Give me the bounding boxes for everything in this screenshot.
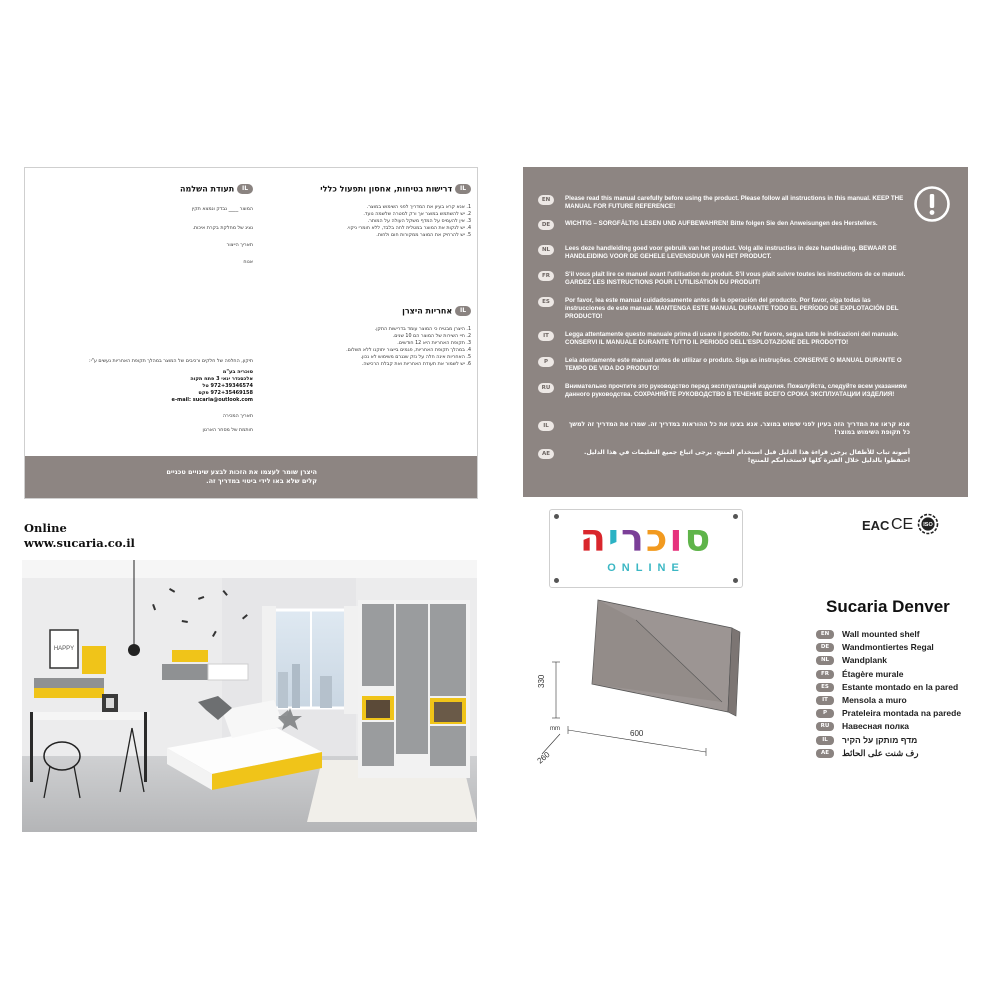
certificate-section [39, 184, 253, 266]
language-badge: RU [538, 383, 554, 393]
cert-line: אנוח [243, 260, 253, 265]
language-badge: ES [538, 297, 554, 307]
language-badge: NL [816, 656, 834, 665]
brand-logo [549, 509, 743, 588]
warning-text: Legga attentamente questo manuale prima di usare il prodotto. Per favore, segua tutte le indicazioni del manuale. CONSERVI IL MANUALE DURANTE TUTTO IL PERIODO DELL'ESPLOTAZIONE DEL PRODOTTO! [565, 331, 899, 347]
iso-mark-icon [917, 513, 939, 535]
logo-letter: ס [684, 516, 713, 560]
svg-text:HAPPY: HAPPY [53, 646, 75, 652]
language-badge: IL [455, 306, 471, 316]
list-item: 1. אנא קרא בעיון את המדריך לפני השימוש במוצר. [366, 205, 471, 210]
warranty-heading [261, 306, 471, 316]
website-label: Online [24, 521, 67, 535]
language-badge: EN [816, 630, 834, 639]
warning-text: WICHTIG – SORGFÄLTIG LESEN UND AUFBEWAHREN! Bitte folgen Sie den Anweisungen des Herstellers. [565, 220, 878, 227]
list-item: 3. תקופת האחריות היא 12 חודשים. [397, 341, 471, 346]
exclamation-circle-icon [913, 185, 951, 223]
warranty-list [261, 326, 471, 368]
dimension-width-label: 600 [630, 729, 644, 738]
safety-title: דרישות בטיחות, אחסון ותפעול כללי [320, 184, 453, 194]
language-badge: AE [538, 449, 554, 459]
safety-list [261, 204, 471, 239]
product-name-text: Wall mounted shelf [842, 629, 920, 639]
screw-icon [733, 578, 738, 583]
list-item: 3. אין להעמיס על המדף משקל העולה על המותר. [367, 219, 471, 224]
product-name-text: Wandplank [842, 655, 888, 666]
language-badge: FR [538, 271, 554, 281]
company-phone: 972+39346574 טל [202, 383, 253, 389]
list-item: 1. היצרן מבטיח כי המוצר עומד בדרישות התקן. [374, 327, 471, 332]
sale-date-label: תאריך המכירה [222, 414, 253, 419]
screw-icon [733, 514, 738, 519]
svg-text:ISO: ISO [923, 522, 933, 528]
company-address: אלכסנדר ינאי 3 פתח תקוה [190, 376, 253, 382]
language-badge: IL [816, 736, 834, 745]
list-item: 6. יש לשמור את תעודת האחריות ואת קבלת הרכישה. [361, 362, 471, 367]
language-badge: IL [538, 421, 554, 431]
service-note: תיקון, החלפה של חלקים ורכיבים של המוצר במהלך תקופת האחריות נעשים ע"י: [88, 359, 253, 364]
seller-stamp-label: חותמת של מסחר הארגון [202, 428, 253, 433]
footer-banner [25, 456, 477, 498]
list-item: 2. חיי השירות של המוצר הם 10 שנים. [392, 334, 471, 339]
shelf-diagram [530, 592, 760, 770]
cert-line: נציג של מחלקת בקרת איכות. [192, 226, 253, 231]
language-badge: NL [538, 245, 554, 255]
dimension-unit-label: mm [550, 726, 560, 732]
warning-text: אנא קראו את המדריך הזה בעיון לפני שימוש במוצר. אנא בצעו את כל ההוראות במדריך זה. שמרו את המדריך זה למשך כל תקופת השימוש במוצר! [568, 421, 910, 437]
warranty-section [261, 306, 471, 368]
company-email: e-mail: sucaria@outlook.com [171, 397, 253, 403]
language-badge: IT [816, 696, 834, 705]
eac-mark-icon: EAC [862, 518, 890, 533]
certificate-title: תעודת השלמה [180, 184, 235, 194]
room-photo [22, 560, 477, 832]
product-title: Sucaria Denver [826, 597, 950, 616]
ce-mark-icon: CE [891, 516, 914, 533]
list-item: 5. יש להרחיק את המוצר ממקורות חום ולחות. [376, 233, 471, 238]
safety-section [261, 184, 471, 239]
product-name-text: מדף מותקן על הקיר [842, 734, 918, 745]
logo-letter: ר [621, 516, 646, 560]
warning-text: Por favor, lea este manual cuidadosamente antes de la operación del producto. Por favor, siga todas las instrucciones de este manual. MANTENGA ESTE MANUAL DURANTE TODO EL PERÍODO DE EXPLOTACIÓN DEL PRODUCTO! [565, 297, 899, 321]
language-badge: ES [816, 683, 834, 692]
logo-wordmark [564, 516, 728, 560]
cert-line: תאריך הייצור [226, 243, 253, 248]
warning-text: Please read this manual carefully before using the product. Please follow all instructions in this manual. KEEP THE MANUAL FOR FUTURE REFERENCE! [565, 195, 904, 211]
warning-text: S'il vous plaît lire ce manuel avant l'utilisation du produit. S'il vous plaît suivre toutes les instructions de ce manuel. GARDEZ LES INSTRUCTIONS POUR L'UTILISATION DU PRODUIT! [565, 271, 906, 287]
footer-text [166, 468, 317, 486]
list-item: 4. במהלך תקופת האחריות, פגמים בייצור יתוקנו ללא תשלום. [346, 348, 471, 353]
dimension-depth-label: 260 [535, 750, 552, 766]
language-badge: IL [237, 184, 253, 194]
website-url[interactable]: www.sucaria.co.il [24, 536, 135, 550]
dimension-height-label: 330 [537, 674, 546, 688]
language-badge: EN [538, 195, 554, 205]
warning-text: Внимательно прочтите это руководство перед эксплуатацией изделия. Пожалуйста, следуйте всем указаниям данного руководства. СОХРАНЯЙТЕ РУКОВОДСТВО В ТЕЧЕНИЕ ВСЕГО СРОКА ЭКСПЛУАТАЦИИ ИЗДЕЛИЯ! [565, 383, 907, 399]
warranty-title: אחריות היצרן [402, 306, 453, 316]
company-name: סוכריה בע"מ [222, 369, 253, 375]
warning-panel [523, 167, 968, 497]
product-name-text: Prateleira montada na parede [842, 708, 962, 719]
logo-letter: י [607, 516, 621, 560]
language-badge: DE [538, 220, 554, 230]
footer-line: היצרן שומר לעצמו את הזכות לבצע שינויים טכניים [166, 468, 317, 476]
hebrew-info-page [24, 167, 478, 499]
list-item: 5. האחריות אינה חלה על נזק שנגרם משימוש לא נכון. [360, 355, 471, 360]
logo-subtitle: ONLINE [607, 562, 685, 574]
product-name-text: Étagère murale [842, 668, 904, 679]
language-badge: RU [816, 722, 834, 731]
product-name-text: رف شنت على الحائط [842, 747, 919, 758]
list-item: 2. יש להשתמש במוצר אך ורק למטרה שלשמה נועד. [363, 212, 471, 217]
footer-line: קלים שלא באו לידי ביטוי במדריך זה. [206, 477, 317, 485]
language-badge: IT [538, 331, 554, 341]
company-fax: 972+35469158 פקס [198, 390, 253, 396]
language-badge: IL [455, 184, 471, 194]
product-name-text: Навесная полка [842, 721, 909, 732]
screw-icon [554, 578, 559, 583]
logo-letter: כ [645, 516, 670, 560]
product-name-text: Estante montado en la pared [842, 681, 959, 692]
warning-text: أصونة تباب للأطفال يرجى قراءة هذا الدليل قبل استخدام المنتج. يرجى اتباع جميع التعليمات في هذا الدليل. احتفظوا بالدليل خلال الفترة كلها لاستخدامكم للمنتج! [584, 449, 910, 465]
language-badge: P [538, 357, 554, 367]
screw-icon [554, 514, 559, 519]
product-name-text: Mensola a muro [842, 695, 907, 705]
language-badge: DE [816, 643, 834, 652]
warning-text: Leia atentamente este manual antes de utilizar o produto. Siga as instruções. CONSERVE O MANUAL DURANTE O TEMPO DE VIDA DO PRODUTO! [565, 357, 902, 373]
service-section [39, 358, 253, 434]
language-badge: FR [816, 670, 834, 679]
safety-heading [261, 184, 471, 194]
warning-text: Lees deze handleiding goed voor gebruik van het product. Volg alle instructies in deze handleiding. BEWAAR DE HANDLEIDING VOOR DE GEHELE LEVENSDUUR VAN HET PRODUCT. [565, 245, 897, 261]
logo-letter: ה [579, 516, 608, 560]
list-item: 4. יש לנקות את המוצר במטלית לחה בלבד, ללא חומרי ניקוי. [346, 226, 471, 231]
language-badge: AE [816, 749, 834, 758]
cert-line: המוצר ____ נבדק ונמצא תקין [191, 207, 253, 212]
product-name-text: Wandmontiertes Regal [842, 642, 934, 653]
website-block [24, 521, 135, 551]
certificate-heading [39, 184, 253, 194]
language-badge: P [816, 709, 834, 718]
logo-letter: ו [669, 516, 685, 560]
